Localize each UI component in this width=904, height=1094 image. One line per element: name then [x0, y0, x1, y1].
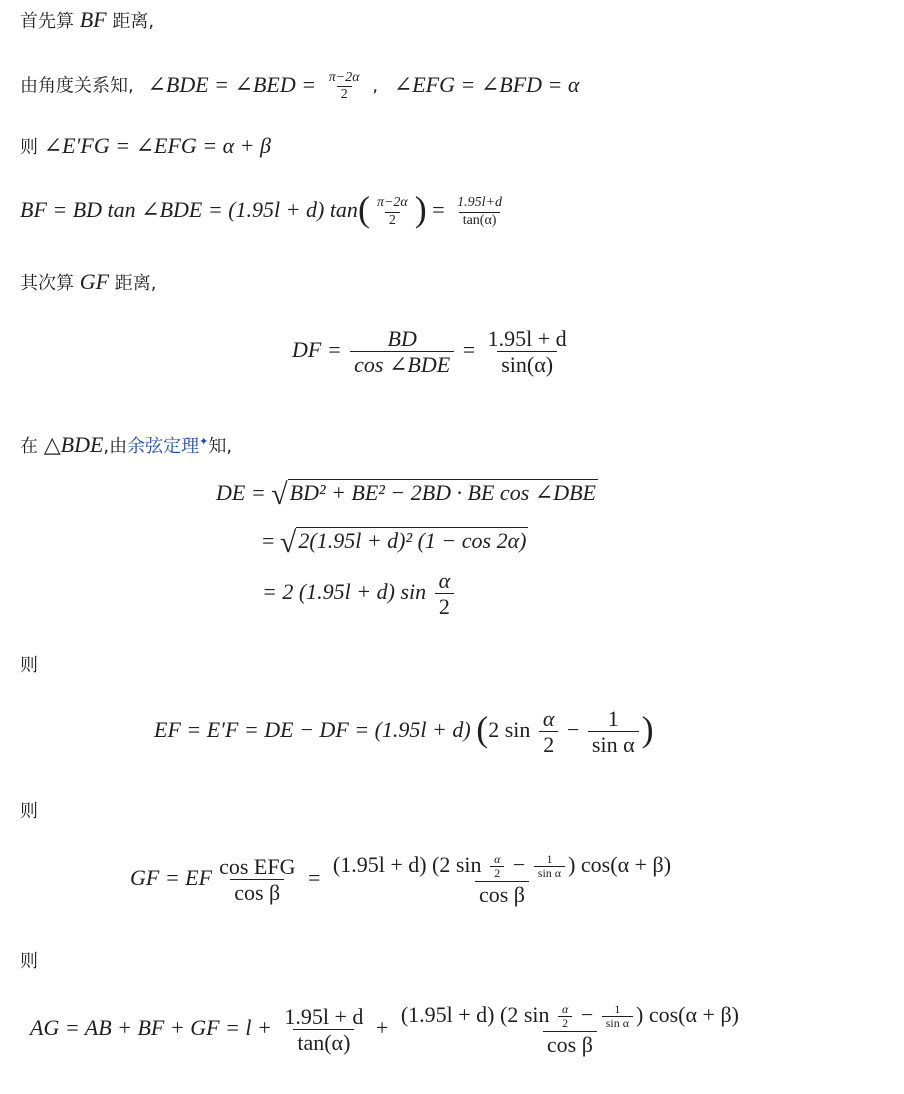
math-var: BF: [79, 7, 107, 32]
math-eq: ∠E′FG = ∠EFG = α + β: [43, 133, 271, 158]
frac-num: α: [494, 851, 501, 866]
math-eq: =: [307, 864, 321, 890]
equation-de-line2: [262, 526, 528, 560]
text: 则: [20, 951, 38, 972]
math-eq: GF = EF: [130, 864, 213, 890]
fraction: [397, 1002, 743, 1058]
frac-den: 2: [539, 731, 558, 757]
frac-den: sin α: [534, 866, 565, 881]
math-eq: −: [566, 716, 580, 742]
frac-den: sin α: [602, 1016, 633, 1031]
math-var: △BDE: [43, 432, 104, 457]
equation-de-line1: [216, 478, 598, 512]
frac-den: cos β: [543, 1031, 597, 1057]
fraction: [215, 854, 299, 906]
equation-de-line3: [262, 568, 457, 620]
frac-den: cos β: [230, 879, 284, 905]
fraction: [453, 195, 506, 228]
frac-num: 1.95l+d: [457, 195, 503, 211]
equation-bf: [20, 189, 509, 230]
fraction: [539, 706, 559, 758]
frac-num: 1.95l + d: [284, 1003, 364, 1029]
frac-den: tan(α): [293, 1029, 354, 1055]
paragraph-compute-gf: [20, 270, 157, 296]
fraction: [435, 568, 455, 620]
equation-gf: [130, 852, 678, 908]
math-eq: 2 sin: [507, 1002, 550, 1027]
frac-num: 1: [546, 851, 553, 866]
math-eq: −: [512, 852, 526, 877]
math-eq: +: [375, 1014, 389, 1040]
frac-den: 2: [385, 212, 400, 229]
frac-den: 2: [558, 1016, 572, 1031]
paren-left: (: [476, 708, 489, 749]
equation-ag: [30, 1002, 746, 1058]
paragraph-compute-bf: [20, 8, 154, 34]
text: ,由: [103, 436, 128, 457]
paren-right: ): [414, 189, 427, 229]
math-eq: DF =: [292, 336, 342, 362]
math-eq: = 2 (1.95l + d) sin: [262, 578, 427, 604]
frac-num: (1.95l + d) (2 sin $\frac{\alpha}{2}$ − $\frac{1}{\text{sin α}}$ ) cos(α + β): [400, 1001, 739, 1031]
math-eq: cos(α + β): [580, 852, 672, 877]
text: 则: [20, 801, 38, 822]
frac-num: π−2α: [328, 70, 360, 85]
math-eq: ∠EFG = ∠BFD = α: [393, 71, 580, 97]
frac-num: 1: [614, 1001, 621, 1016]
paren-right: ): [641, 708, 654, 749]
math-eq: 2 sin: [439, 852, 482, 877]
fraction: [558, 1003, 572, 1032]
frac-num: α: [562, 1001, 569, 1016]
math-eq: (1.95l + d): [332, 852, 427, 877]
frac-den: tan(α): [459, 212, 501, 229]
text: 由角度关系知,: [20, 75, 134, 97]
paragraph-angle-relation: [20, 70, 579, 103]
paragraph-angle-sum: [20, 134, 271, 160]
fraction: [329, 852, 675, 908]
text: 首先算: [20, 11, 74, 32]
radical-sign: √: [279, 526, 297, 559]
text: 则: [20, 655, 38, 676]
text: 在: [20, 436, 38, 457]
frac-den: sin(α): [497, 351, 557, 377]
text: 距离,: [112, 11, 155, 32]
fraction: [280, 1004, 367, 1056]
text: 距离,: [114, 273, 157, 294]
fraction: [602, 1003, 633, 1032]
math-eq: BF = BD tan ∠BDE = (1.95l + d) tan: [20, 197, 358, 223]
radicand: 2(1.95l + d)² (1 − cos 2α): [298, 528, 527, 554]
equation-ef: [154, 706, 654, 758]
frac-num: π−2α: [376, 195, 408, 211]
radical-sign: √: [271, 478, 288, 511]
frac-num: α: [438, 568, 451, 593]
math-eq: EF = E′F = DE − DF = (1.95l + d): [154, 716, 471, 742]
fraction: [490, 853, 504, 882]
text: 知,: [208, 436, 233, 457]
paragraph-cosine-law: [20, 430, 232, 459]
fraction: [534, 853, 565, 882]
frac-den: 2: [435, 593, 454, 619]
star-icon: ✦: [199, 435, 209, 448]
radicand: BD² + BE² − 2BD · BE cos ∠DBE: [289, 480, 596, 506]
frac-den: cos β: [475, 881, 529, 907]
frac-num: 1: [607, 706, 619, 731]
equation-df: [292, 326, 574, 378]
fraction: [373, 195, 412, 228]
paragraph-then-3: [20, 950, 38, 974]
paragraph-then-2: [20, 800, 38, 824]
math-eq: cos(α + β): [648, 1002, 739, 1027]
text: 其次算: [20, 273, 74, 294]
frac-num: α: [542, 706, 555, 731]
paragraph-then-1: [20, 654, 38, 678]
math-eq: (1.95l + d): [400, 1002, 495, 1027]
frac-den: cos ∠BDE: [350, 351, 454, 377]
math-eq: =: [262, 528, 275, 554]
math-eq: 2 sin: [488, 716, 531, 742]
math-eq: =: [432, 197, 445, 223]
math-eq: AG = AB + BF + GF = l +: [30, 1014, 272, 1040]
frac-num: (1.95l + d) (2 sin $\frac{\alpha}{2}$ − $\frac{1}{\text{sin α}}$ ) cos(α + β): [332, 851, 672, 881]
frac-num: 1.95l + d: [487, 326, 567, 351]
frac-den: 2: [490, 866, 504, 881]
math-eq: DE =: [216, 480, 266, 506]
fraction: [588, 706, 639, 758]
math-eq: =: [462, 336, 476, 362]
frac-den: 2: [337, 86, 352, 103]
paren-left: (: [357, 189, 370, 229]
math-var: GF: [79, 269, 110, 294]
frac-num: cos EFG: [219, 853, 296, 879]
frac-num: BD: [387, 326, 417, 351]
fraction: [325, 70, 364, 103]
text: 则: [20, 137, 38, 158]
math-eq: −: [580, 1002, 594, 1027]
text: ,: [372, 75, 379, 97]
math-eq: ∠BDE = ∠BED =: [147, 71, 317, 97]
frac-den: sin α: [588, 731, 639, 757]
cosine-law-link[interactable]: 余弦定理: [127, 436, 200, 457]
fraction: [484, 326, 571, 378]
fraction: [350, 326, 454, 378]
